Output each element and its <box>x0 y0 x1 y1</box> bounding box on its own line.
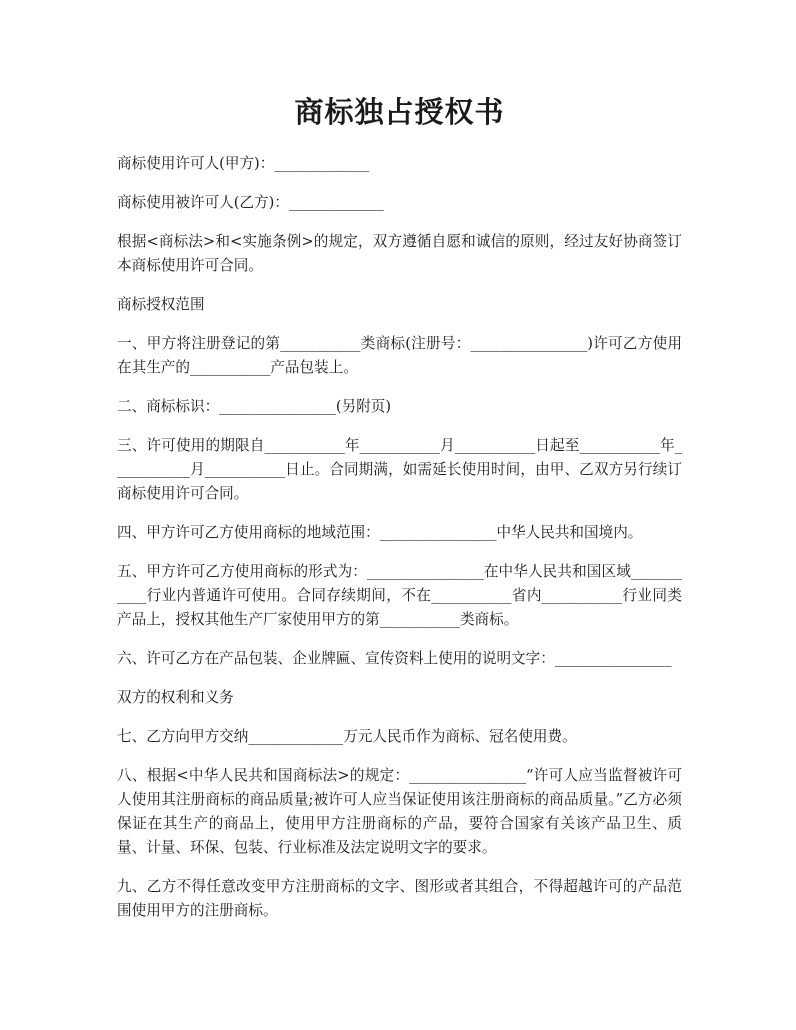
clause-2: 二、商标标识：________________(另附页) <box>117 398 392 415</box>
licensor-line: 商标使用许可人(甲方)：_____________ <box>117 155 370 172</box>
clause-8: 八、根据<中华人民共和国商标法>的规定：________________“许可人应当监督被许可人使用其注册商标的商品质量;被许可人应当保证使用该注册商标的商品质量。”乙方必须保证在其生产的商品上，使用甲方注册商标的产品，要符合国家有关该产品卫生、质量、计量、环保、包装、行业标准及法定说明文字的要求。 <box>117 767 682 856</box>
clause-3: 三、许可使用的期限自___________年___________月___________日起至___________年___________月___________日止。合同期满，如需延长使用时间，由甲、乙双方另行续订商标使用许可合同。 <box>117 437 682 502</box>
clause-9: 九、乙方不得任意改变甲方注册商标的文字、图形或者其组合，不得超越许可的产品范围使用甲方的注册商标。 <box>117 878 682 919</box>
clause-6: 六、许可乙方在产品包装、企业牌匾、宣传资料上使用的说明文字：________________ <box>117 650 672 667</box>
section-heading-rights: 双方的权利和义务 <box>117 689 234 706</box>
clause-4: 四、甲方许可乙方使用商标的地域范围：________________中华人民共和国境内。 <box>117 524 643 541</box>
licensee-line: 商标使用被许可人(乙方)：_____________ <box>117 194 384 211</box>
document-title: 商标独占授权书 <box>294 95 505 129</box>
clause-7: 七、乙方向甲方交纳_____________万元人民币作为商标、冠名使用费。 <box>117 728 577 745</box>
section-heading-scope: 商标授权范围 <box>117 296 205 313</box>
document-page <box>117 92 682 938</box>
clause-1: 一、甲方将注册登记的第___________类商标(注册号：________________)许可乙方使用在其生产的___________产品包装上。 <box>117 335 682 376</box>
preamble-paragraph: 根据<商标法>和<实施条例>的规定，双方遵循自愿和诚信的原则，经过友好协商签订本商标使用许可合同。 <box>117 233 682 274</box>
clause-5: 五、甲方许可乙方使用商标的形式为：________________在中华人民共和国区域___________行业内普通许可使用。合同存续期间，不在___________省内___________行业同类产品上，授权其他生产厂家使用甲方的第___________类商标。 <box>117 563 682 628</box>
